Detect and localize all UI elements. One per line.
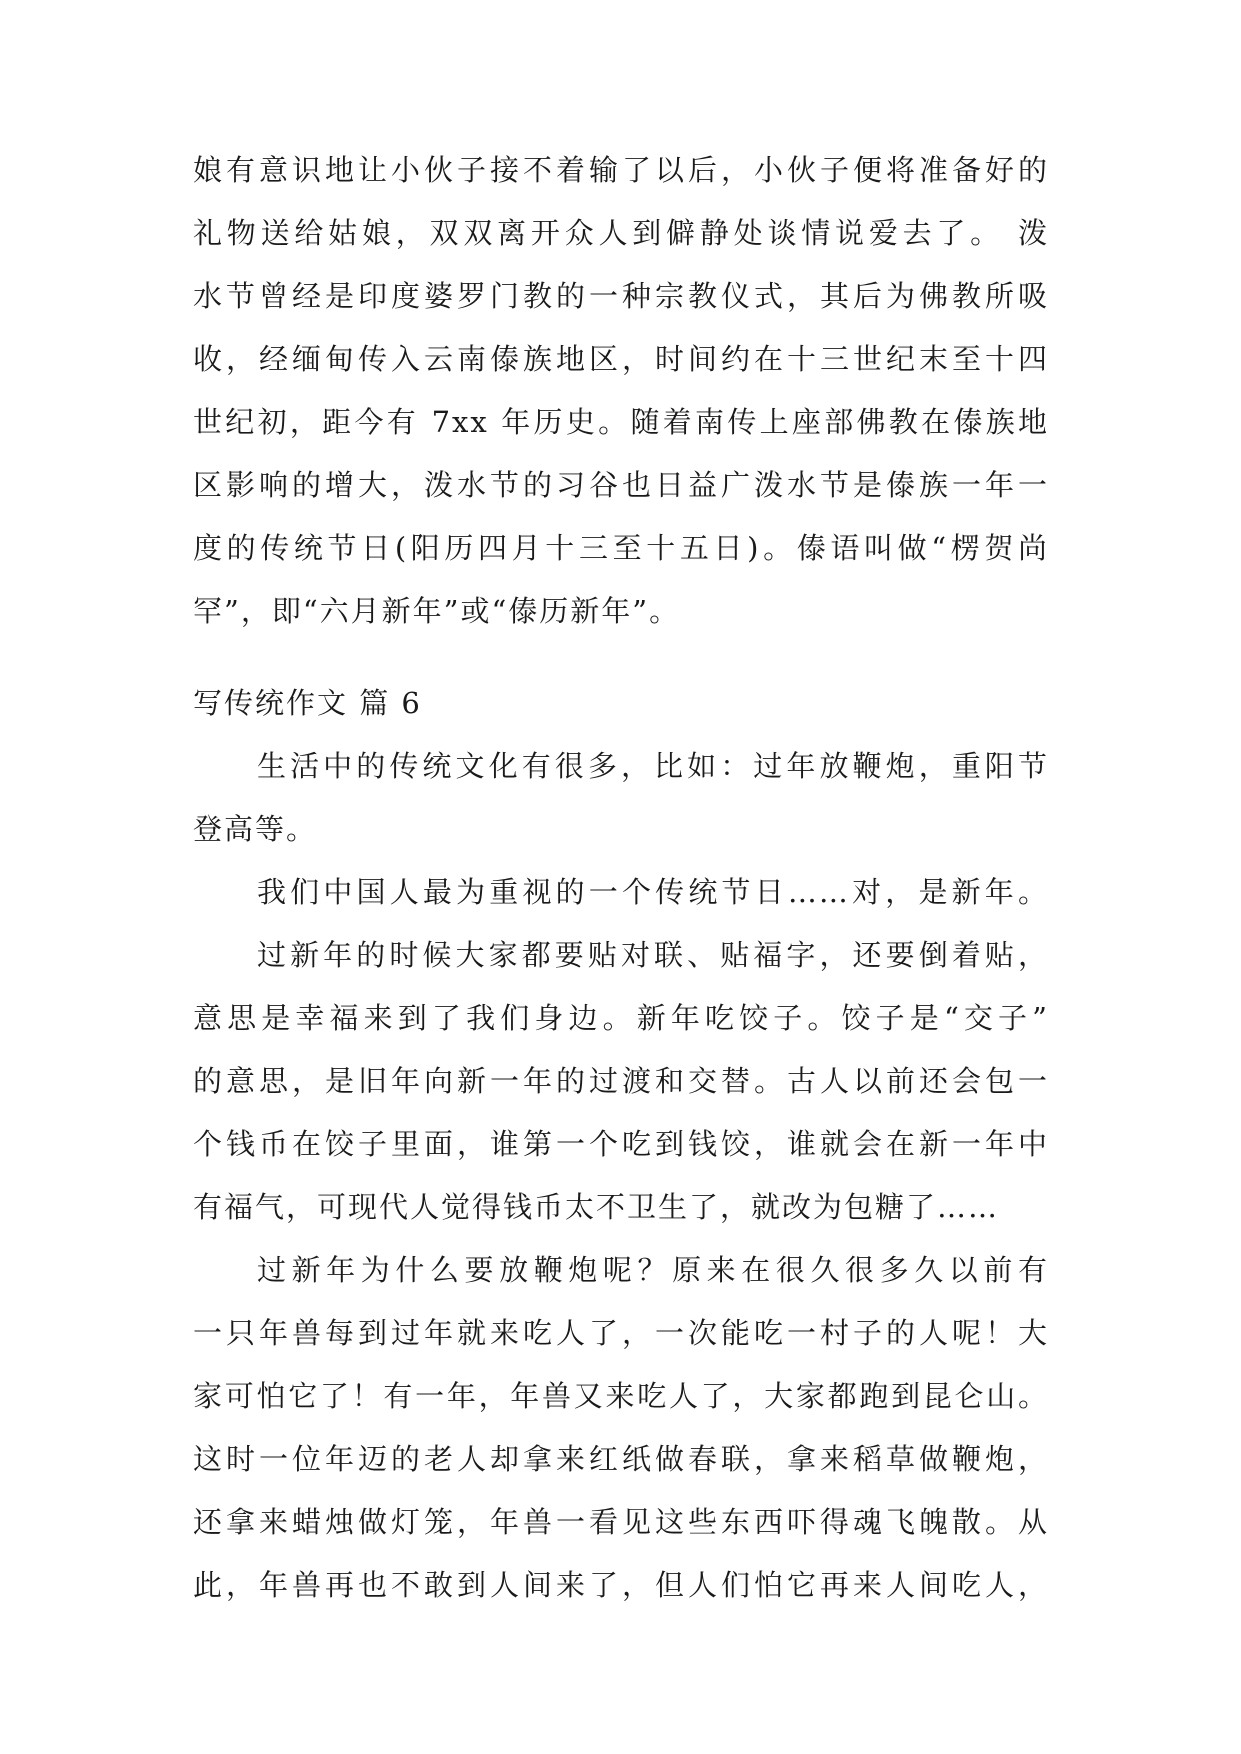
text-line: 这时一位年迈的老人却拿来红纸做春联，拿来稻草做鞭炮，	[193, 1442, 1049, 1476]
text-line: 的意思，是旧年向新一年的过渡和交替。古人以前还会包一	[193, 1064, 1049, 1098]
text-line: 区影响的增大，泼水节的习谷也日益广泼水节是傣族一年一	[193, 468, 1049, 502]
text-line: 我们中国人最为重视的一个传统节日……对，是新年。	[257, 875, 1049, 909]
text-line: 一只年兽每到过年就来吃人了，一次能吃一村子的人呢！大	[193, 1316, 1049, 1350]
text-line: 礼物送给姑娘，双双离开众人到僻静处谈情说爱去了。 泼	[193, 216, 1049, 250]
text-line: 娘有意识地让小伙子接不着输了以后，小伙子便将准备好的	[193, 153, 1049, 187]
intro-paragraph	[193, 139, 1049, 643]
text-line: 还拿来蜡烛做灯笼，年兽一看见这些东西吓得魂飞魄散。从	[193, 1505, 1049, 1539]
text-line: 有福气，可现代人觉得钱币太不卫生了，就改为包糖了……	[193, 1190, 1000, 1224]
text-line: 此，年兽再也不敢到人间来了，但人们怕它再来人间吃人，	[193, 1568, 1049, 1602]
text-line: 过新年为什么要放鞭炮呢？原来在很久很多久以前有	[257, 1253, 1049, 1287]
text-line: 意思是幸福来到了我们身边。新年吃饺子。饺子是“交子”	[193, 1001, 1049, 1035]
text-line: 度的传统节日(阳历四月十三至十五日)。傣语叫做“楞贺尚	[193, 531, 1049, 565]
text-line: 个钱币在饺子里面，谁第一个吃到钱饺，谁就会在新一年中	[193, 1127, 1049, 1161]
text-line: 收，经缅甸传入云南傣族地区，时间约在十三世纪末至十四	[193, 342, 1049, 376]
text-line: 过新年的时候大家都要贴对联、贴福字，还要倒着贴，	[257, 938, 1049, 972]
text-line: 生活中的传统文化有很多，比如：过年放鞭炮，重阳节	[257, 749, 1049, 783]
section-title: 写传统作文 篇 6	[193, 686, 422, 720]
text-line: 水节曾经是印度婆罗门教的一种宗教仪式，其后为佛教所吸	[193, 279, 1049, 313]
text-line: 罕”，即“六月新年”或“傣历新年”。	[193, 594, 681, 628]
text-line: 登高等。	[193, 812, 318, 846]
essay-body	[193, 735, 1049, 1617]
text-line: 家可怕它了！有一年，年兽又来吃人了，大家都跑到昆仑山。	[193, 1379, 1049, 1413]
text-line: 世纪初，距今有 7xx 年历史。随着南传上座部佛教在傣族地	[193, 405, 1049, 439]
